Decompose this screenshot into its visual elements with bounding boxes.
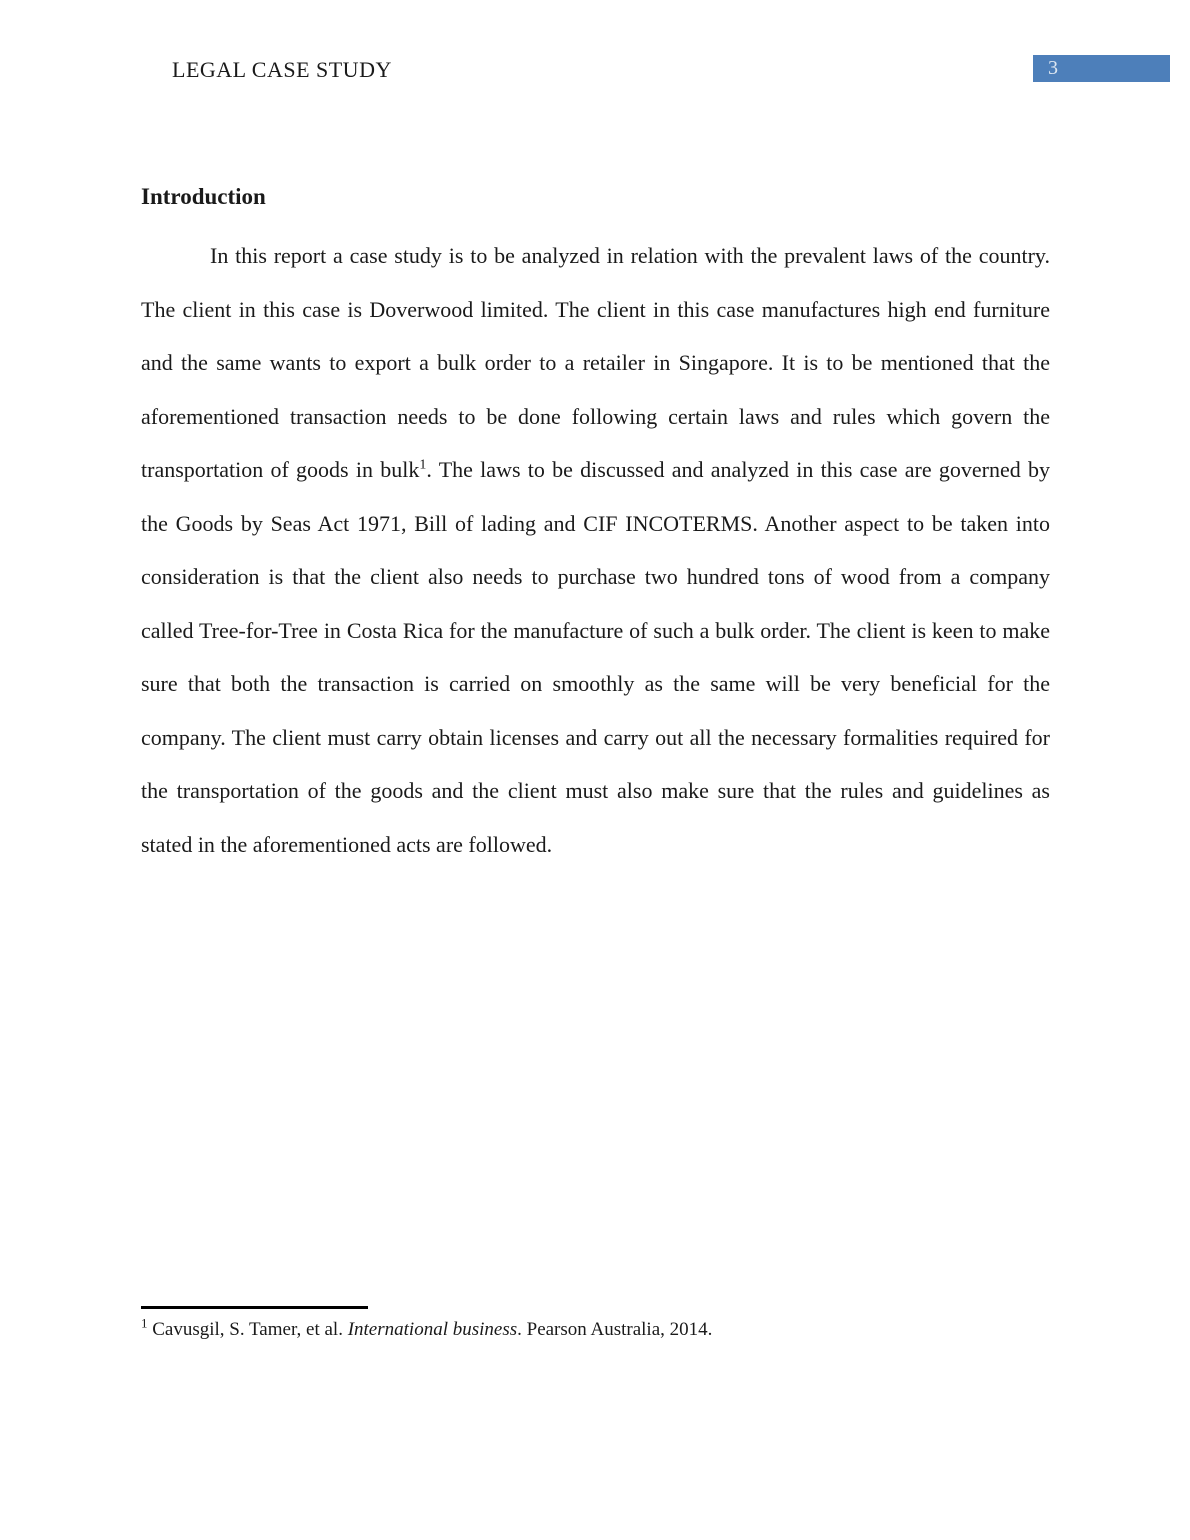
section-heading: Introduction: [141, 184, 266, 209]
paragraph-text-before-ref: In this report a case study is to be analyzed in relation with the prevalent laws of the country. The client in this case is Doverwood limited. The client in this case manufactures high end furniture and the same wants to export a bulk order to a retailer in Singapore. It is to be mentioned that the aforementioned transaction needs to be done following certain laws and rules which govern the transportation of goods in bulk: [141, 243, 1050, 482]
body-paragraph: [141, 229, 1050, 871]
footnote-citation-start: Cavusgil, S. Tamer, et al.: [147, 1319, 348, 1340]
footnote-citation-end: . Pearson Australia, 2014.: [517, 1319, 713, 1340]
footnote-reference: 1: [419, 457, 427, 473]
running-head: LEGAL CASE STUDY: [172, 57, 392, 82]
paragraph-text-after-ref: . The laws to be discussed and analyzed in this case are governed by the Goods by Seas Act 1971, Bill of lading and CIF INCOTERMS. Another aspect to be taken into consideration is that the client also needs to purchase two hundred tons of wood from a company called Tree-for-Tree in Costa Rica for the manufacture of such a bulk order. The client is keen to make sure that both the transaction is carried on smoothly as the same will be very beneficial for the company. The client must carry obtain licenses and carry out all the necessary formalities required for the transportation of the goods and the client must also make sure that the rules and guidelines as stated in the aforementioned acts are followed.: [141, 457, 1050, 857]
page-number-box: [1033, 55, 1170, 82]
footnote: [141, 1317, 1050, 1343]
page-number: 3: [1048, 57, 1058, 79]
footnote-marker: 1: [141, 1315, 148, 1331]
footnote-citation-title: International business: [347, 1319, 518, 1340]
footnote-separator: [141, 1306, 368, 1309]
